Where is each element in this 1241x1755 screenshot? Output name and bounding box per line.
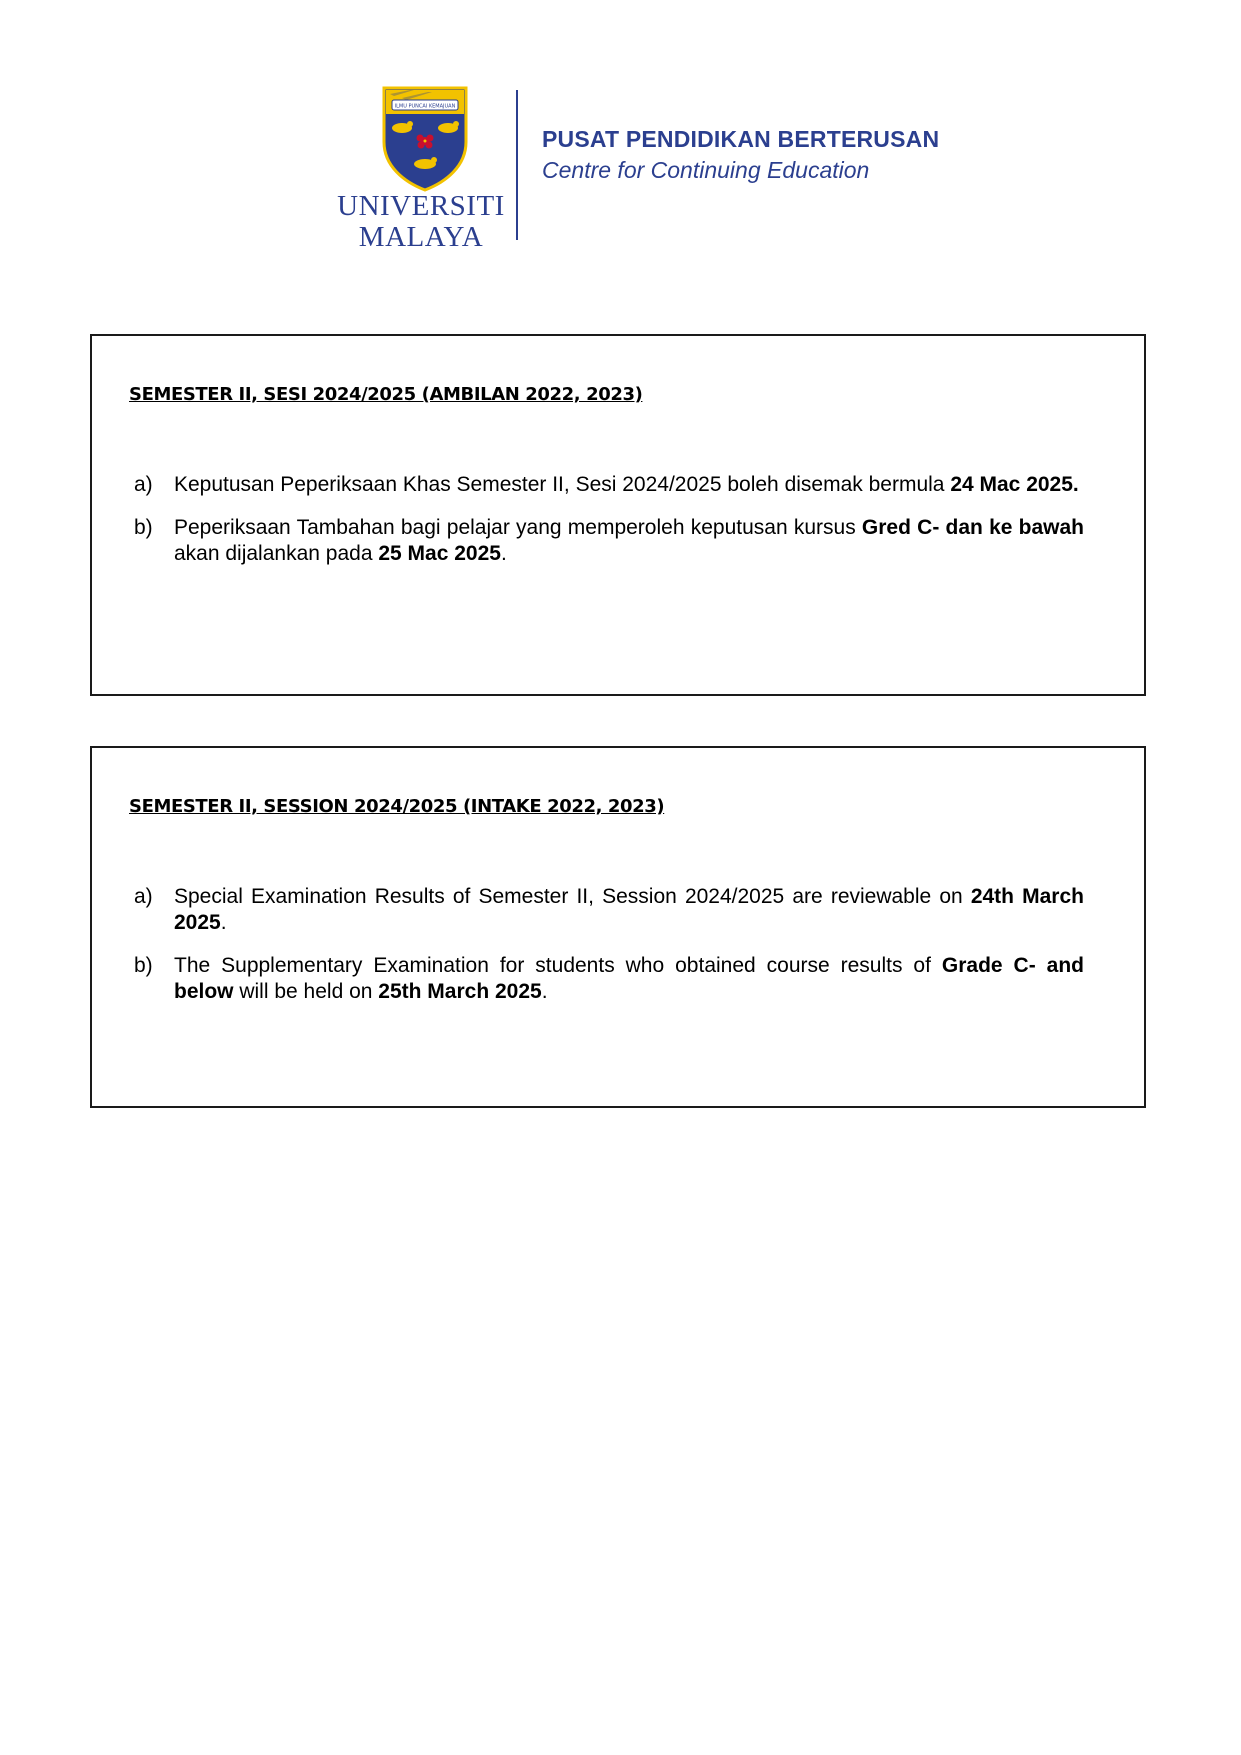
item-text: . bbox=[500, 542, 507, 565]
notice-item bbox=[134, 953, 1084, 1005]
item-text: . bbox=[541, 980, 548, 1003]
centre-name-english: Centre for Continuing Education bbox=[542, 157, 870, 183]
notice-title: SEMESTER II, SESSION 2024/2025 (INTAKE 2022, 2023) bbox=[129, 796, 665, 817]
university-wordmark bbox=[330, 192, 512, 252]
university-name-line-1: UNIVERSITI bbox=[337, 190, 505, 222]
item-text: Special Examination Results of Semester II, Session 2024/2025 are reviewable on bbox=[174, 885, 971, 908]
notice-item bbox=[134, 515, 1084, 567]
notice-title: SEMESTER II, SESI 2024/2025 (AMBILAN 2022, 2023) bbox=[129, 384, 643, 405]
item-marker: a) bbox=[134, 473, 153, 496]
notice-item bbox=[134, 884, 1084, 936]
item-marker: a) bbox=[134, 885, 153, 908]
header-divider bbox=[516, 90, 518, 240]
notice-list bbox=[134, 884, 1084, 1022]
item-text: The Supplementary Examination for students who obtained course results of bbox=[174, 954, 942, 977]
notice-item bbox=[134, 472, 1084, 498]
item-text: will be held on bbox=[233, 980, 379, 1003]
crest-motto: ILMU PUNCAI KEMAJUAN bbox=[394, 103, 456, 110]
notice-box-english bbox=[90, 746, 1146, 1108]
item-text-bold: 24th March 2025 bbox=[174, 885, 1084, 934]
university-name-line-2: MALAYA bbox=[358, 221, 484, 253]
item-text-bold: Gred C- dan ke bawah bbox=[861, 516, 1084, 539]
centre-name-malay: PUSAT PENDIDIKAN BERTERUSAN bbox=[542, 126, 940, 152]
item-marker: b) bbox=[134, 516, 153, 539]
item-text: akan dijalankan pada bbox=[174, 542, 379, 565]
item-text-bold: 25th March 2025 bbox=[378, 980, 542, 1003]
item-text-bold: 24 Mac 2025. bbox=[950, 473, 1079, 496]
item-marker: b) bbox=[134, 954, 153, 977]
notice-list bbox=[134, 472, 1084, 584]
notice-box-malay bbox=[90, 334, 1146, 696]
item-text: . bbox=[220, 911, 227, 934]
university-crest-logo bbox=[380, 84, 470, 192]
letterhead bbox=[330, 82, 990, 252]
item-text-bold: 25 Mac 2025 bbox=[378, 542, 501, 565]
item-text: Peperiksaan Tambahan bagi pelajar yang memperoleh keputusan kursus bbox=[174, 516, 862, 539]
item-text: Keputusan Peperiksaan Khas Semester II, Sesi 2024/2025 boleh disemak bermula bbox=[174, 473, 951, 496]
item-text-bold: Grade C- and below bbox=[174, 954, 1084, 1003]
centre-name bbox=[542, 126, 939, 184]
